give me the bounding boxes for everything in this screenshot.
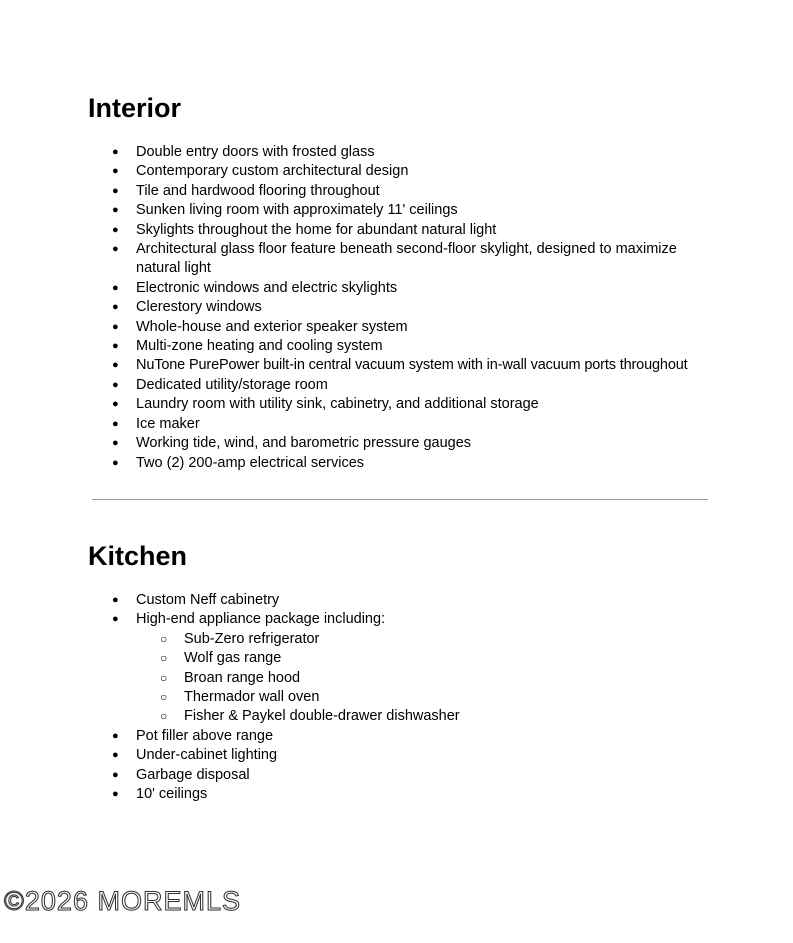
kitchen-features-list bbox=[136, 591, 716, 804]
list-item: ● Double entry doors with frosted glass bbox=[136, 143, 716, 162]
list-item: ● Laundry room with utility sink, cabinetry, and additional storage bbox=[136, 395, 716, 414]
interior-features-list bbox=[136, 143, 716, 473]
sub-list-item: ○ Sub-Zero refrigerator bbox=[184, 630, 716, 649]
section-divider bbox=[92, 499, 708, 500]
list-item: ● Working tide, wind, and barometric pressure gauges bbox=[136, 434, 716, 453]
sub-list-item: ○ Thermador wall oven bbox=[184, 688, 716, 707]
list-item: ● Pot filler above range bbox=[136, 727, 716, 746]
list-item: ● Clerestory windows bbox=[136, 298, 716, 317]
copyright-watermark: ©2026 MOREMLS bbox=[4, 886, 241, 916]
interior-heading: Interior bbox=[88, 93, 182, 123]
list-item: ● NuTone PurePower built-in central vacuum system with in-wall vacuum ports throughout bbox=[136, 356, 716, 375]
list-item bbox=[136, 610, 716, 726]
list-item: ● Custom Neff cabinetry bbox=[136, 591, 716, 610]
list-item: ● Multi-zone heating and cooling system bbox=[136, 337, 716, 356]
list-item: ● Sunken living room with approximately 11' ceilings bbox=[136, 201, 716, 220]
sub-list-item: ○ Wolf gas range bbox=[184, 649, 716, 668]
list-item: ● Under-cabinet lighting bbox=[136, 746, 716, 765]
list-item: ● Two (2) 200-amp electrical services bbox=[136, 454, 716, 473]
sub-list-item: ○ Fisher & Paykel double-drawer dishwasher bbox=[184, 707, 716, 726]
list-item: ● Contemporary custom architectural design bbox=[136, 162, 716, 181]
list-item: ● Ice maker bbox=[136, 415, 716, 434]
list-item: ● 10' ceilings bbox=[136, 785, 716, 804]
sub-list-item: ○ Broan range hood bbox=[184, 669, 716, 688]
list-item: ● Architectural glass floor feature beneath second-floor skylight, designed to maximize natural light bbox=[136, 240, 716, 279]
list-item: ● Electronic windows and electric skylights bbox=[136, 279, 716, 298]
list-item: ● Tile and hardwood flooring throughout bbox=[136, 182, 716, 201]
kitchen-heading: Kitchen bbox=[88, 541, 188, 571]
list-item: ● Dedicated utility/storage room bbox=[136, 376, 716, 395]
list-item: ● Skylights throughout the home for abundant natural light bbox=[136, 221, 716, 240]
appliance-package-label: High-end appliance package including: bbox=[136, 611, 386, 628]
list-item: ● Whole-house and exterior speaker system bbox=[136, 318, 716, 337]
list-item: ● Garbage disposal bbox=[136, 766, 716, 785]
appliance-sublist bbox=[136, 630, 716, 727]
